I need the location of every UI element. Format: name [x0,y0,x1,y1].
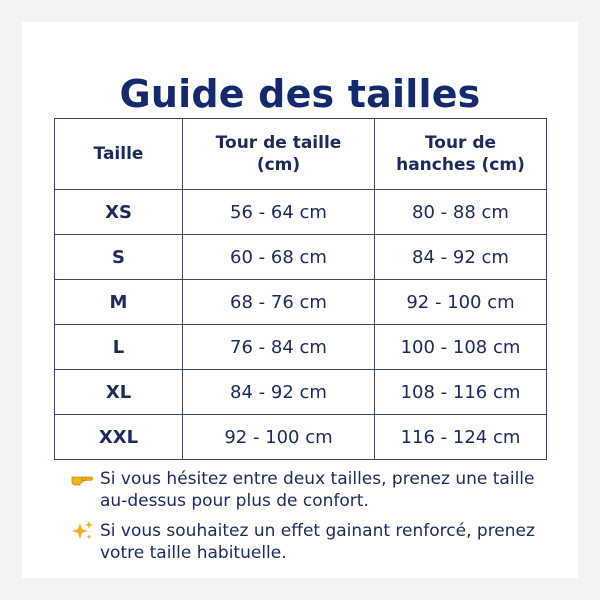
cell-size: M [55,280,183,325]
note-item [70,520,560,564]
cell-waist: 68 - 76 cm [183,280,375,325]
cell-hips: 116 - 124 cm [375,415,547,460]
sparkles-icon [70,520,100,548]
table-row [55,235,547,280]
header-waist-label: Tour de taille (cm) [215,133,342,175]
cell-hips: 84 - 92 cm [375,235,547,280]
cell-size: XXL [55,415,183,460]
cell-hips: 108 - 116 cm [375,370,547,415]
cell-waist: 76 - 84 cm [183,325,375,370]
cell-waist: 56 - 64 cm [183,190,375,235]
table-row [55,325,547,370]
cell-hips: 100 - 108 cm [375,325,547,370]
cell-waist: 92 - 100 cm [183,415,375,460]
pointing-hand-icon [70,468,100,494]
table-row [55,280,547,325]
table-row [55,190,547,235]
note-text: Si vous souhaitez un effet gainant renforcé, prenez votre taille habituelle. [100,521,535,563]
table-row [55,370,547,415]
table-header-row [55,119,547,190]
note-text: Si vous hésitez entre deux tailles, prenez une taille au-dessus pour plus de confort. [100,469,535,511]
size-guide-card [22,22,578,578]
notes [70,468,560,572]
cell-hips: 92 - 100 cm [375,280,547,325]
cell-size: L [55,325,183,370]
note-item [70,468,560,512]
header-hips-label: Tour de hanches (cm) [396,133,525,175]
page-title: Guide des tailles [119,72,481,116]
header-size: Taille [55,119,183,190]
cell-size: XS [55,190,183,235]
cell-size: S [55,235,183,280]
header-waist [183,119,375,190]
cell-hips: 80 - 88 cm [375,190,547,235]
cell-waist: 60 - 68 cm [183,235,375,280]
header-hips [375,119,547,190]
cell-size: XL [55,370,183,415]
cell-waist: 84 - 92 cm [183,370,375,415]
size-table [54,118,547,460]
table-row [55,415,547,460]
